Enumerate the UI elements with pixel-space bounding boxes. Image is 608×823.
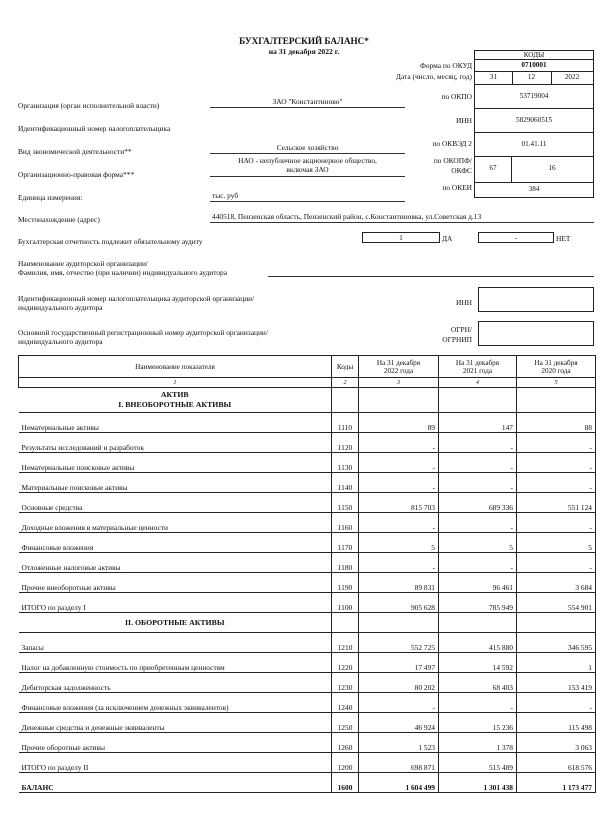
cell-name: Дебиторская задолженность (19, 673, 332, 693)
inn-org-label: Идентификационный номер налогоплательщика (18, 124, 171, 133)
cell-v2022: - (359, 453, 439, 473)
cell-name: Финансовые вложения (за исключением денежных эквивалентов) (19, 693, 332, 713)
okei-value: 384 (528, 185, 540, 193)
address-label: Местонахождение (адрес) (18, 215, 100, 224)
cell-name: Основные средства (19, 493, 332, 513)
idx-5: 5 (517, 378, 596, 388)
cell-code: 1190 (332, 573, 359, 593)
cell-name: Нематериальные активы (19, 413, 332, 433)
unit-label: Единица измерения: (18, 193, 83, 202)
audit-yes-label: ДА (442, 234, 453, 243)
cell-code: 1160 (332, 513, 359, 533)
table-index-row (19, 378, 596, 388)
cell-code: 1240 (332, 693, 359, 713)
cell-code: 1100 (332, 593, 359, 613)
balance-name: БАЛАНС (19, 773, 332, 793)
cell-v2021: - (439, 693, 517, 713)
cell-v2021: 14 592 (439, 653, 517, 673)
cell-v2020: - (517, 453, 596, 473)
cell-name: ИТОГО по разделу I (19, 593, 332, 613)
cell-code: 1170 (332, 533, 359, 553)
inn-value: 5829060515 (516, 116, 552, 124)
cell-v2021: 1 378 (439, 733, 517, 753)
table-row (19, 433, 596, 453)
auditor-ogrn-line2: индивидуального аудитора (18, 337, 103, 346)
cell-v2020: 3 684 (517, 573, 596, 593)
cell-v2022: 815 703 (359, 493, 439, 513)
cell-code: 1200 (332, 753, 359, 773)
document-date: на 31 декабря 2022 г. (268, 47, 340, 56)
cell-name: Нематериальные поисковые активы (19, 453, 332, 473)
auditor-inn-label: ИНН (455, 298, 472, 307)
org-value: ЗАО "Константиново" (272, 97, 343, 106)
cell-v2021: 68 403 (439, 673, 517, 693)
legal-form-line1: НАО - непубличное акционерное общество, (238, 156, 377, 165)
cell-v2020: 5 (517, 533, 596, 553)
cell-v2021: 515 489 (439, 753, 517, 773)
cell-v2021: - (439, 473, 517, 493)
cell-code: 1210 (332, 633, 359, 653)
table-row (19, 733, 596, 753)
idx-2: 2 (332, 378, 359, 388)
cell-code: 1150 (332, 493, 359, 513)
cell-code: 1180 (332, 553, 359, 573)
cell-v2020: 551 124 (517, 493, 596, 513)
cell-v2021: 415 880 (439, 633, 517, 653)
balance-row (19, 773, 596, 793)
codes-header: КОДЫ (474, 50, 594, 60)
cell-code: 1110 (332, 413, 359, 433)
legal-form-line2: включая ЗАО (286, 165, 329, 174)
cell-v2022: 80 202 (359, 673, 439, 693)
section-aktiv: АКТИВ I. ВНЕОБОРОТНЫЕ АКТИВЫ (19, 388, 332, 413)
cell-v2022: 698 871 (359, 753, 439, 773)
section-2-title: II. ОБОРОТНЫЕ АКТИВЫ (19, 613, 332, 633)
idx-4: 4 (439, 378, 517, 388)
okud-value: 0710001 (521, 61, 547, 69)
cell-v2021: - (439, 513, 517, 533)
col-code-header: Коды (332, 356, 359, 378)
cell-v2020: 153 419 (517, 673, 596, 693)
balance-2021: 1 301 438 (439, 773, 517, 793)
cell-v2020: - (517, 473, 596, 493)
cell-v2020: 346 595 (517, 633, 596, 653)
cell-v2021: 5 (439, 533, 517, 553)
cell-name: Материальные поисковые активы (19, 473, 332, 493)
auditor-inn-box (478, 287, 594, 312)
cell-code: 1260 (332, 733, 359, 753)
date-label: Дата (число, месяц, год) (395, 72, 472, 81)
activity-value: Сельское хозяйство (276, 143, 339, 152)
okopf-value: 67 (489, 164, 497, 172)
okved-value: 01.41.11 (521, 140, 547, 148)
cell-name: Запасы (19, 633, 332, 653)
auditor-name-line2: Фамилия, имя, отчество (при наличии) индивидуального аудитора (18, 268, 228, 277)
cell-v2020: - (517, 513, 596, 533)
auditor-inn-line1: Идентификационный номер налогоплательщика аудиторской организации/ (18, 294, 255, 303)
audit-no-value: - (514, 233, 518, 242)
date-day: 31 (489, 73, 498, 81)
date-year: 2022 (564, 73, 580, 81)
cell-v2022: - (359, 513, 439, 533)
address-value: 440518, Пензенская область, Пензенский район, с.Константиновка, ул.Советская д.13 (212, 212, 482, 221)
cell-name: Отложенные налоговые активы (19, 553, 332, 573)
cell-v2021: 689 336 (439, 493, 517, 513)
audit-label: Бухгалтерская отчетность подлежит обязательному аудиту (18, 237, 203, 246)
document-title: БУХГАЛТЕРСКИЙ БАЛАНС* (239, 36, 369, 46)
cell-name: ИТОГО по разделу II (19, 753, 332, 773)
cell-name: Прочие оборотные активы (19, 733, 332, 753)
cell-v2021: - (439, 433, 517, 453)
cell-v2022: 1 523 (359, 733, 439, 753)
table-row (19, 473, 596, 493)
cell-v2020: 3 063 (517, 733, 596, 753)
balance-2020: 1 173 477 (517, 773, 596, 793)
cell-v2022: - (359, 473, 439, 493)
unit-value: тыс. руб (212, 191, 239, 200)
table-row (19, 593, 596, 613)
cell-code: 1230 (332, 673, 359, 693)
okfs-label: ОКФС (451, 166, 472, 175)
cell-v2022: 46 924 (359, 713, 439, 733)
col-2022-header: На 31 декабря 2022 года (359, 356, 439, 378)
table-row (19, 573, 596, 593)
legal-form-label: Организационно-правовая форма*** (18, 170, 135, 179)
table-row (19, 533, 596, 553)
cell-name: Финансовые вложения (19, 533, 332, 553)
okei-label: по ОКЕИ (442, 183, 472, 192)
audit-yes-value: 1 (399, 233, 403, 242)
cell-v2022: - (359, 433, 439, 453)
cell-code: 1130 (332, 453, 359, 473)
col-2021-header: На 31 декабря 2021 года (439, 356, 517, 378)
table-row (19, 713, 596, 733)
okpo-value: 53719004 (519, 92, 549, 100)
ogrn-label2: ОГРНИП (442, 335, 472, 344)
cell-v2021: 147 (439, 413, 517, 433)
cell-v2022: 552 725 (359, 633, 439, 653)
col-name-header: Наименование показателя (19, 356, 332, 378)
org-label: Организация (орган исполнительной власти) (18, 101, 160, 110)
table-row (19, 553, 596, 573)
table-row (19, 493, 596, 513)
table-row (19, 453, 596, 473)
cell-name: Результаты исследований и разработок (19, 433, 332, 453)
cell-v2020: 618 576 (517, 753, 596, 773)
cell-v2022: 89 831 (359, 573, 439, 593)
cell-name: Прочие внеоборотные активы (19, 573, 332, 593)
cell-v2020: 554 901 (517, 593, 596, 613)
table-row (19, 633, 596, 653)
table-row (19, 513, 596, 533)
table-row (19, 673, 596, 693)
audit-no-label: НЕТ (556, 234, 571, 243)
okfs-value: 16 (548, 164, 556, 172)
balance-table (18, 355, 596, 793)
cell-v2020: - (517, 693, 596, 713)
cell-code: 1250 (332, 713, 359, 733)
okved-label: по ОКВЭД 2 (432, 139, 472, 148)
cell-v2020: 1 (517, 653, 596, 673)
table-row (19, 413, 596, 433)
cell-code: 1120 (332, 433, 359, 453)
cell-code: 1140 (332, 473, 359, 493)
section-2-row (19, 613, 596, 633)
auditor-ogrn-line1: Основной государственный регистрационный номер аудиторской организации/ (18, 328, 268, 337)
auditor-name-line1: Наименование аудиторской организации/ (18, 259, 148, 268)
cell-v2020: 88 (517, 413, 596, 433)
cell-v2021: 96 461 (439, 573, 517, 593)
auditor-ogrn-box (478, 321, 594, 346)
cell-v2021: 15 236 (439, 713, 517, 733)
cell-v2021: 785 949 (439, 593, 517, 613)
ogrn-label1: ОГРН/ (450, 325, 472, 334)
activity-label: Вид экономической деятельности** (18, 147, 132, 156)
table-header-row (19, 356, 596, 378)
cell-v2020: - (517, 553, 596, 573)
cell-v2020: - (517, 433, 596, 453)
date-month: 12 (527, 73, 536, 81)
cell-name: Доходные вложения в материальные ценности (19, 513, 332, 533)
cell-v2020: 115 498 (517, 713, 596, 733)
table-row (19, 753, 596, 773)
cell-v2022: 89 (359, 413, 439, 433)
inn-label: ИНН (455, 116, 472, 125)
balance-code: 1600 (332, 773, 359, 793)
idx-3: 3 (359, 378, 439, 388)
table-row (19, 653, 596, 673)
idx-1: 1 (19, 378, 332, 388)
cell-v2021: - (439, 553, 517, 573)
auditor-inn-line2: индивидуального аудитора (18, 303, 103, 312)
okpo-label: по ОКПО (441, 92, 472, 101)
cell-name: Налог на добавленную стоимость по приобретенным ценностям (19, 653, 332, 673)
section-aktiv-row (19, 388, 596, 413)
col-2020-header: На 31 декабря 2020 года (517, 356, 596, 378)
cell-v2022: - (359, 693, 439, 713)
codes-grid (474, 59, 594, 198)
okud-label: Форма по ОКУД (419, 61, 472, 70)
cell-v2022: 905 628 (359, 593, 439, 613)
cell-v2022: 17 497 (359, 653, 439, 673)
cell-v2021: - (439, 453, 517, 473)
cell-v2022: 5 (359, 533, 439, 553)
cell-name: Денежные средства и денежные эквиваленты (19, 713, 332, 733)
balance-2022: 1 604 499 (359, 773, 439, 793)
okopf-label: по ОКОПФ/ (433, 156, 472, 165)
cell-code: 1220 (332, 653, 359, 673)
cell-v2022: - (359, 553, 439, 573)
table-row (19, 693, 596, 713)
